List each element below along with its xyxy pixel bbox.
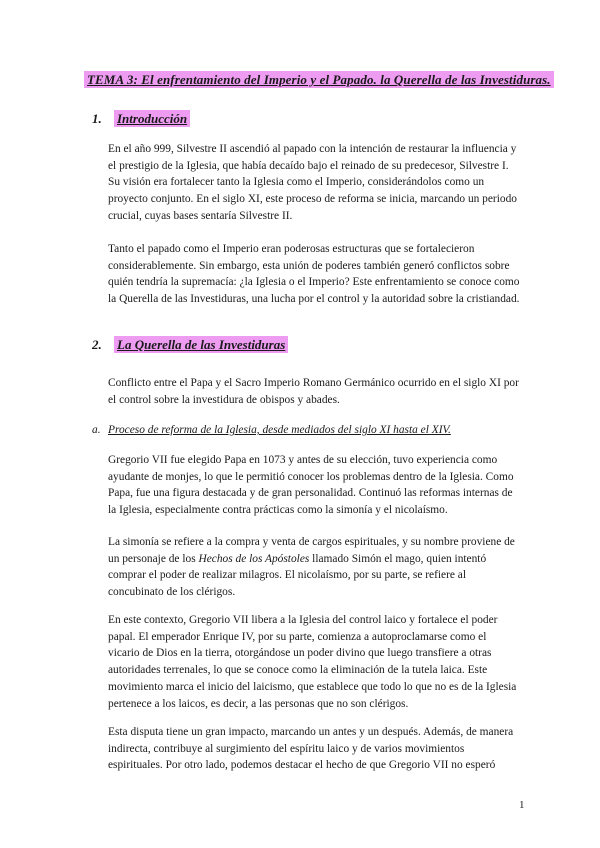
- intro-paragraph-1: En el año 999, Silvestre II ascendió al papado con la intención de restaurar la influencia y el prestigio de la Iglesia, que había decaído bajo el reinado de su predecesor, Silvestre I. Su visión era fortalecer tanto la Iglesia como el Imperio, considerándolos como un proyecto conjunto. En el siglo XI, este proceso de reforma se inicia, marcando un periodo crucial, cuyas bases sentaría Silvestre II.: [108, 143, 517, 222]
- document-title: [84, 72, 554, 88]
- querella-paragraph-4: En este contexto, Gregorio VII libera a la Iglesia del control laico y fortalece el poder papal. El emperador Enrique IV, por su parte, comienza a autoproclamarse como el vicario de Dios en la tierra, otorgándose un poder divino que luego transfiere a otras autoridades terrenales, lo que se conoce como la eliminación de la tutela laica. Este movimiento marca el inicio del laicismo, que establece que todo lo que no es de la Iglesia pertenece a los laicos, es decir, a las personas que no son clérigos.: [108, 614, 517, 710]
- text-run: llamado Simón el mago, quien intentó comprar el poder de realizar milagros. El nicolaísmo, por su parte, se refiere al concubinato de los clérigos.: [108, 552, 487, 599]
- section-title: Introducción: [114, 110, 190, 127]
- subsection-title: Proceso de reforma de la Iglesia, desde mediados del siglo XI hasta el XIV.: [108, 424, 451, 436]
- section-heading-introduccion: [92, 111, 190, 127]
- subsection-heading: [92, 424, 451, 436]
- querella-paragraph-2: Gregorio VII fue elegido Papa en 1073 y antes de su elección, tuvo experiencia como ayudante de monjes, lo que le permitió conocer los problemas dentro de la Iglesia. Como Papa, fue una figura destacada y de gran personalidad. Continuó las reformas internas de la Iglesia, especialmente contra prácticas como la simonía y el nicolaísmo.: [108, 454, 514, 517]
- querella-paragraph-3: [108, 534, 520, 601]
- page-number: 1: [519, 799, 525, 811]
- book-title: Hechos de los Apóstoles: [198, 552, 310, 565]
- section-number: 2.: [92, 337, 102, 352]
- section-title: La Querella de las Investiduras: [114, 336, 288, 353]
- intro-paragraph-2: Tanto el papado como el Imperio eran poderosas estructuras que se fortalecieron considerablemente. Sin embargo, esta unión de poderes también generó conflictos sobre quién tendría la supremacía: ¿la Iglesia o el Imperio? Este enfrentamiento se conoce como la Querella de las Investiduras, una lucha por el control y la autoridad sobre la cristiandad.: [108, 243, 520, 306]
- title-text: TEMA 3: El enfrentamiento del Imperio y el Papado. la Querella de las Investiduras.: [84, 71, 554, 88]
- section-number: 1.: [92, 111, 102, 126]
- subsection-letter: a.: [92, 424, 101, 436]
- querella-paragraph-5: Esta disputa tiene un gran impacto, marcando un antes y un después. Además, de manera indirecta, contribuye al surgimiento del espíritu laico y de varios movimientos espirituales. Por otro lado, podemos destacar el hecho de que Gregorio VII no esperó: [108, 726, 514, 772]
- querella-paragraph-1: Conflicto entre el Papa y el Sacro Imperio Romano Germánico ocurrido en el siglo XI por el control sobre la investidura de obispos y abades.: [108, 377, 519, 406]
- section-heading-querella: [92, 337, 288, 353]
- text-run: La simonía se refiere a la compra y venta de cargos espirituales, y su nombre proviene de un personaje de los: [108, 536, 515, 565]
